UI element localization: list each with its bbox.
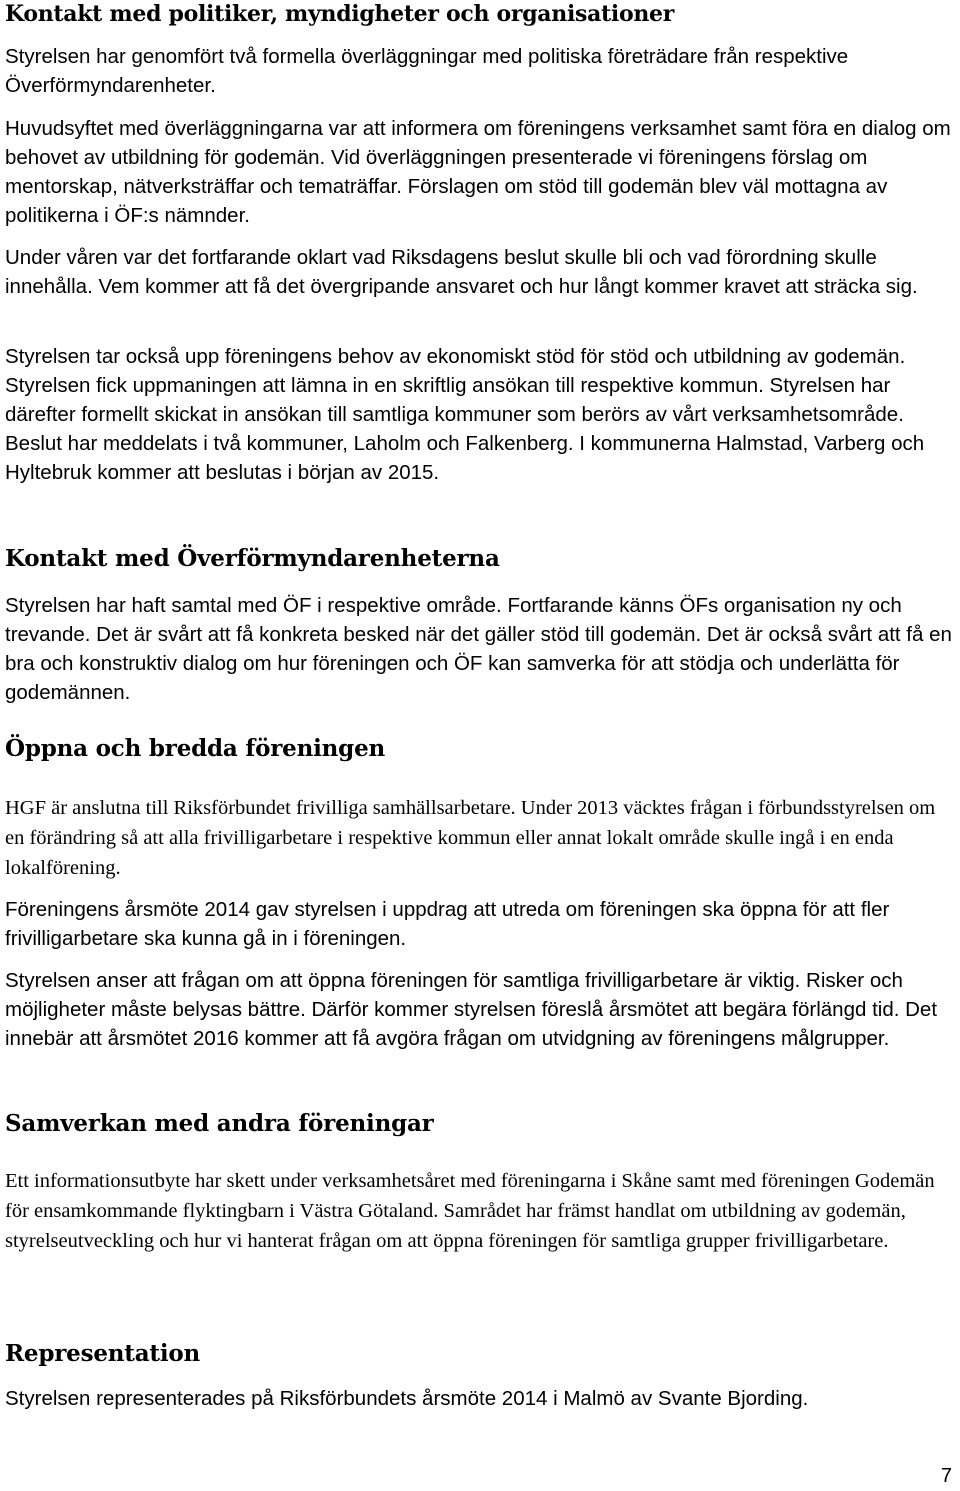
- page-number: 7: [940, 1465, 952, 1487]
- paragraph: Ett informationsutbyte har skett under verksamhetsåret med föreningarna i Skåne samt med föreningen Godemän för ensamkommande flyktingbarn i Västra Götaland. Samrådet har främst handlat om utbildning av godemän, styrelseutveckling och hur vi hanterat frågan om att öppna föreningen för samtliga grupper frivilligarbetare.: [5, 1170, 935, 1252]
- paragraph: Huvudsyftet med överläggningarna var att informera om föreningens verksamhet samt föra en dialog om behovet av utbildning för godemän. Vid överläggningen presenterade vi föreningens förslag om mentorskap, nätverksträffar och tematräffar. Förslagen om stöd till godemän blev väl mottagna av politikerna i ÖF:s nämnder.: [5, 117, 951, 227]
- paragraph: Föreningens årsmöte 2014 gav styrelsen i uppdrag att utreda om föreningen ska öppna för att fler frivilligarbetare ska kunna gå in i föreningen.: [5, 898, 890, 950]
- paragraph: Styrelsen anser att frågan om att öppna föreningen för samtliga frivilligarbetare är viktig. Risker och möjligheter måste belysas bättre. Därför kommer styrelsen föreslå årsmötet att begära förlängd tid. Det innebär att årsmötet 2016 kommer att få avgöra frågan om utvidgning av föreningens målgrupper.: [5, 969, 938, 1050]
- heading-oppna: Öppna och bredda föreningen: [5, 735, 386, 762]
- heading-kontakt-politiker: Kontakt med politiker, myndigheter och organisationer: [5, 1, 675, 27]
- heading-representation: Representation: [5, 1340, 201, 1367]
- heading-samverkan: Samverkan med andra föreningar: [5, 1110, 434, 1137]
- paragraph: HGF är anslutna till Riksförbundet frivilliga samhällsarbetare. Under 2013 väcktes frågan i förbundsstyrelsen om en förändring så att alla frivilligarbetare i respektive kommun eller annat lokalt område skulle ingå i en enda lokalförening.: [5, 797, 936, 879]
- paragraph: Styrelsen tar också upp föreningens behov av ekonomiskt stöd för stöd och utbildning av godemän. Styrelsen fick uppmaningen att lämna in en skriftlig ansökan till respektive kommun. Styrelsen har därefter formellt skickat in ansökan till samtliga kommuner som berörs av vårt verksamhetsområde. Beslut har meddelats i två kommuner, Laholm och Falkenberg. I kommunerna Halmstad, Varberg och Hyltebruk kommer att beslutas i början av 2015.: [5, 345, 925, 484]
- paragraph: Under våren var det fortfarande oklart vad Riksdagens beslut skulle bli och vad förordning skulle innehålla. Vem kommer att få det övergripande ansvaret och hur långt kommer kravet att sträcka sig.: [5, 246, 918, 298]
- paragraph: Styrelsen representerades på Riksförbundets årsmöte 2014 i Malmö av Svante Bjording.: [5, 1387, 809, 1410]
- heading-kontakt-of: Kontakt med Överförmyndarenheterna: [5, 545, 500, 572]
- paragraph: Styrelsen har genomfört två formella överläggningar med politiska företrädare från respektive Överförmyndarenheter.: [5, 45, 849, 97]
- paragraph: Styrelsen har haft samtal med ÖF i respektive område. Fortfarande känns ÖFs organisation ny och trevande. Det är svårt att få konkreta besked när det gäller stöd till godemän. Det är också svårt att få en bra och konstruktiv dialog om hur föreningen och ÖF kan samverka för att stödja och underlätta för godemännen.: [5, 594, 952, 704]
